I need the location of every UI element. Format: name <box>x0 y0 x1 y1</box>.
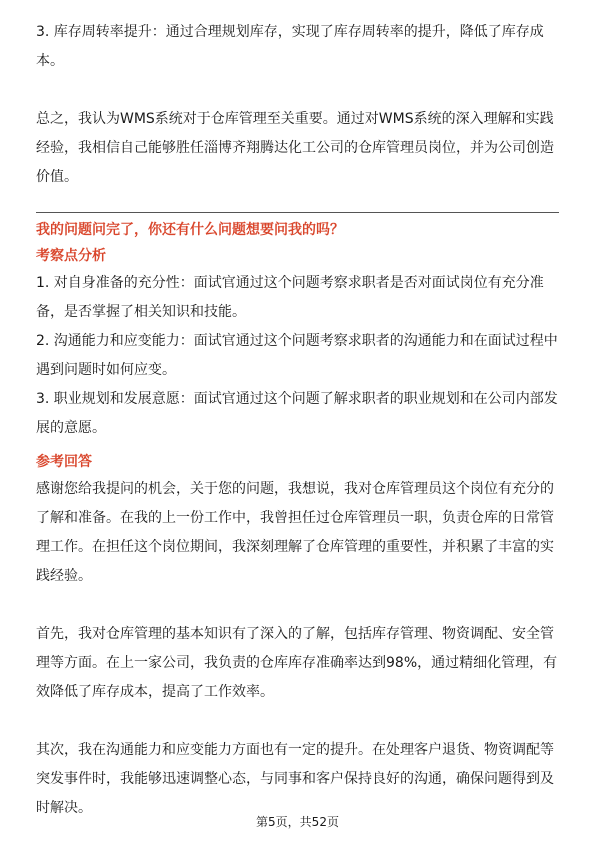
summary-paragraph: 总之，我认为WMS系统对于仓库管理至关重要。通过对WMS系统的深入理解和实践经验，我相信自己能够胜任淄博齐翔腾达化工公司的仓库管理员岗位，并为公司创造价值。 <box>36 111 554 185</box>
spacer <box>36 192 559 204</box>
top-item-3: 3. 库存周转率提升：通过合理规划库存，实现了库存周转率的提升，降低了库存成本。 <box>36 24 544 69</box>
answer-paragraph: 感谢您给我提问的机会，关于您的问题，我想说，我对仓库管理员这个岗位有充分的了解和准备。在我的上一份工作中，我曾担任过仓库管理员一职，负责仓库的日常管理工作。在担任这个岗位期间，我深刻理解了仓库管理的重要性，并积累了丰富的实践经验。 <box>36 481 554 584</box>
question-heading: 我的问题问完了，你还有什么问题想要问我的吗？ <box>36 222 344 238</box>
spacer <box>36 76 559 105</box>
page-number: 第5页，共52页 <box>256 815 339 829</box>
document-page <box>36 18 559 823</box>
section-divider <box>36 212 559 213</box>
analysis-item: 1. 对自身准备的充分性：面试官通过这个问题考察求职者是否对面试岗位有充分准备，是否掌握了相关知识和技能。 <box>36 275 544 320</box>
answer-heading: 参考回答 <box>36 454 92 470</box>
answer-paragraph: 其次，我在沟通能力和应变能力方面也有一定的提升。在处理客户退货、物资调配等突发事件时，我能够迅速调整心态，与同事和客户保持良好的沟通，确保问题得到及时解决。 <box>36 742 554 816</box>
spacer <box>36 591 559 620</box>
analysis-heading: 考察点分析 <box>36 248 106 264</box>
analysis-item: 3. 职业规划和发展意愿：面试官通过这个问题了解求职者的职业规划和在公司内部发展的意愿。 <box>36 391 558 436</box>
analysis-item: 2. 沟通能力和应变能力：面试官通过这个问题考察求职者的沟通能力和在面试过程中遇到问题时如何应变。 <box>36 333 558 378</box>
spacer <box>36 707 559 736</box>
answer-paragraph: 首先，我对仓库管理的基本知识有了深入的了解，包括库存管理、物资调配、安全管理等方面。在上一家公司，我负责的仓库库存准确率达到98%，通过精细化管理，有效降低了库存成本，提高了工作效率。 <box>36 626 558 700</box>
